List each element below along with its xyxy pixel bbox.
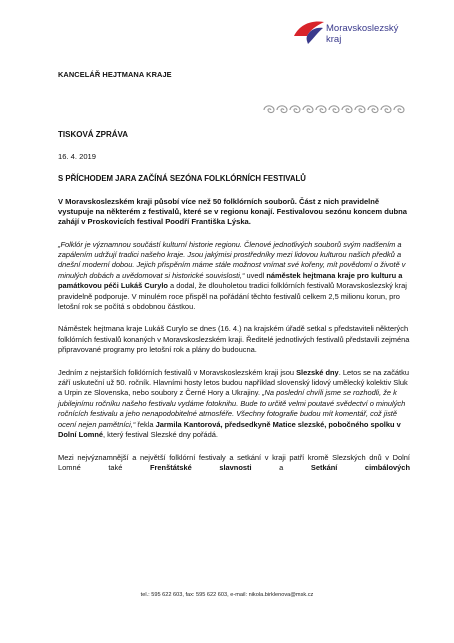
- p1-text-1: uvedl: [244, 270, 267, 280]
- paragraph-2: Náměstek hejtmana kraje Lukáš Curylo se dnes (16. 4.) na krajském úřadě setkal s představiteli některých folklórních festivalů konaných v Moravskoslezském kraji. Ředitelé jednotlivých festivalů představili zejména připravované programy pro letošní rok a plány do budoucna.: [58, 324, 410, 355]
- doc-perex: V Moravskoslezském kraji působí více než 50 folklórních souborů. Část z nich pravidelně vystupuje na některém z festivalů, které se v regionu konají. Festivalovou sezónu koncem dubna zahájí v Proskovicích festival Poodří Františka Lýska.: [58, 197, 407, 227]
- p4-text-1: Mezi nejvýznamnější a největší folklórní festivaly a setkání v kraji patří kromě Slezských dnů v Dolní Lomné také: [58, 452, 410, 472]
- festival-setkani-cimbalovych: Setkání cimbálových: [310, 462, 410, 472]
- office-header: KANCELÁŘ HEJTMANA KRAJE: [58, 70, 172, 79]
- quote-curylo: „Folklór je významnou součástí kulturní historie regionu. Členové jednotlivých souborů svým nadšením a zapálením udržují tradici našeho kraje. Jsou jakýmisi prostředníky mezi lidovou kulturou našich předků a dnešní moderní dobou. Jejich přispěním máme stále možnost vnímat své kořeny, mít povědomí o životě v minulých dobách a uvědomovat si historické souvislosti,“: [58, 239, 406, 280]
- speaker-curylo: náměstek hejtmana kraje pro kulturu a památkovou péči Lukáš Curylo: [58, 270, 403, 291]
- ornament-swirl: [368, 106, 378, 113]
- p3-text-1: Jedním z nejstarších folklórních festivalů v Moravskoslezském kraji jsou: [58, 367, 297, 377]
- ornament-swirl: [303, 106, 313, 113]
- paragraph-1: [58, 240, 410, 313]
- decorative-ornament: [262, 104, 410, 115]
- ornament-swirl: [290, 106, 300, 113]
- quote-kantorova: „Na poslední chvíli jsme se rozhodli, že k jubilejnímu ročníku našeho festivalu vydáme fotoknihu. Bude to určitě velmi poutavé svědectví o minulých ročnících festivalu a jeho nenapodobitelné atmosféře. Všechny fotografie budou mít komentář, což jistě ocení nejen pamětníci,“: [58, 388, 406, 429]
- ornament-swirl: [394, 106, 404, 113]
- festival-slezske-dny: Slezské dny: [296, 367, 339, 377]
- p3-text-2: . Letos se na začátku září uskuteční už 50. ročník. Hlavními hosty letos budou například slovenský lidový umělecký kolektiv Sluk a Urpin ze Slovenska, nebo soubory z Černé Hory a Ukrajiny.: [58, 367, 409, 398]
- p4-text-2: a: [251, 462, 311, 472]
- msk-logo: [292, 16, 412, 66]
- logo-line-1: Moravskoslezský: [326, 23, 399, 34]
- p1-text-2: a dodal, že dlouholetou tradici folklórních festivalů Moravskoslezský kraj pravidelně podporuje. V minulém roce přispěl na pořádání těchto festivalů celkem 2,5 milionu korun, pro letošní rok se počítá s obdobnou částkou.: [58, 281, 407, 312]
- festival-frenstatske-slavnosti: Frenštátské slavnosti: [149, 462, 252, 472]
- ornament-swirl: [329, 106, 339, 113]
- ornament-swirl: [342, 106, 352, 113]
- speaker-kantorova: Jarmila Kantorová, předsedkyně Matice slezské, pobočného spolku v Dolní Lomné: [58, 419, 401, 440]
- ornament-swirl: [355, 106, 365, 113]
- footer-contact: tel.: 595 622 603, fax: 595 622 603, e-mail: nikola.birklenova@msk.cz: [140, 592, 314, 598]
- paragraph-3: [58, 368, 410, 441]
- doc-date: 16. 4. 2019: [58, 152, 97, 161]
- doc-title: S PŘÍCHODEM JARA ZAČÍNÁ SEZÓNA FOLKLÓRNÍCH FESTIVALŮ: [58, 174, 306, 183]
- ornament-swirl: [277, 106, 287, 113]
- paragraph-4: [58, 453, 410, 474]
- bird-logo-icon: [292, 18, 326, 48]
- logo-line-2: kraj: [326, 34, 342, 45]
- ornament-swirl: [264, 106, 274, 113]
- ornament-swirl: [381, 106, 391, 113]
- p3-text-4: , který festival Slezské dny pořádá.: [103, 430, 218, 440]
- p3-text-3: řekla: [135, 419, 156, 429]
- logo-wordmark: [326, 23, 398, 45]
- document-body: [58, 130, 410, 473]
- ornament-swirl: [316, 106, 326, 113]
- doc-label: TISKOVÁ ZPRÁVA: [58, 130, 129, 139]
- ornament-icon: [262, 104, 410, 115]
